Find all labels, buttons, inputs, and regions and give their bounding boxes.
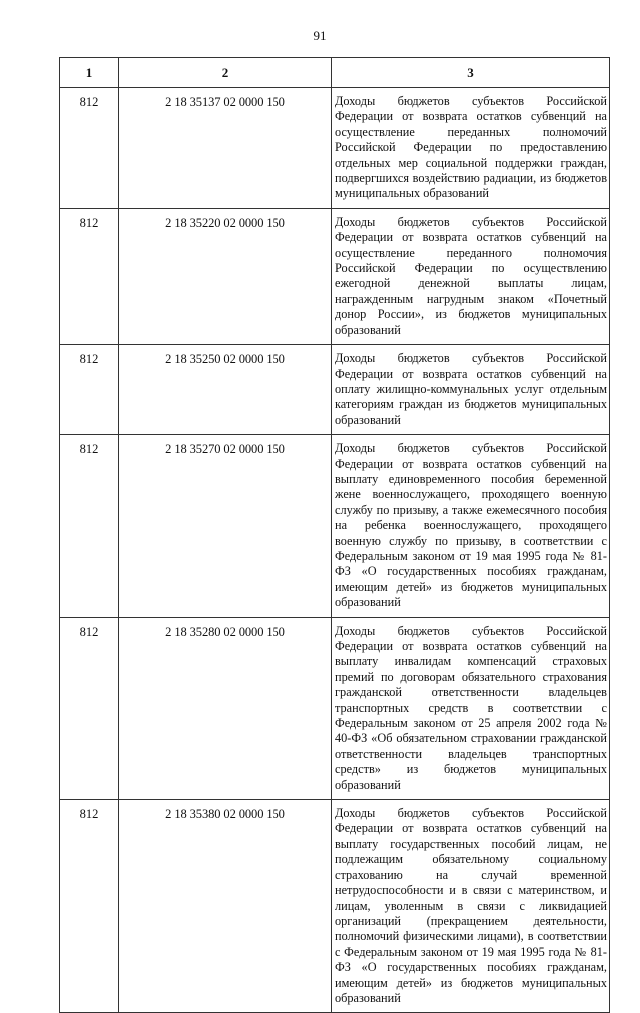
- admin-code-cell: 812: [60, 435, 119, 617]
- table-row: [60, 345, 610, 435]
- description-cell: Доходы бюджетов субъектов Российской Федерации от возврата остатков субвенций на выплату государственных пособий лицам, не подлежащим обязательному социальному страхованию на случай временной нетрудоспособности и в связи с материнством, и лицам, уволенным в связи с ликвидацией организаций (прекращением деятельности, полномочий физическими лицами), в соответствии с Федеральным законом от 19 мая 1995 года № 81-ФЗ «О государственных пособиях гражданам, имеющим детей» из бюджетов муниципальных образований: [332, 800, 610, 1013]
- header-col-3: 3: [332, 58, 610, 88]
- admin-code-cell: 812: [60, 208, 119, 344]
- table-header-row: [60, 58, 610, 88]
- page-number: 91: [313, 28, 327, 43]
- budget-code-cell: 2 18 35220 02 0000 150: [119, 208, 332, 344]
- header-col-1: 1: [60, 58, 119, 88]
- table-row: [60, 435, 610, 617]
- admin-code-cell: 812: [60, 88, 119, 209]
- description-cell: Доходы бюджетов субъектов Российской Федерации от возврата остатков субвенций на оплату жилищно-коммунальных услуг отдельным категориям граждан из бюджетов муниципальных образований: [332, 345, 610, 435]
- description-cell: Доходы бюджетов субъектов Российской Федерации от возврата остатков субвенций на выплату единовременного пособия беременной жене военнослужащего, проходящего военную службу по призыву, а также ежемесячного пособия на ребенка военнослужащего, проходящего военную службу по призыву, в соответствии с Федеральным законом от 19 мая 1995 года № 81-ФЗ «О государственных пособиях гражданам, имеющим детей» из бюджетов муниципальных образований: [332, 435, 610, 617]
- table-row: [60, 88, 610, 209]
- budget-code-cell: 2 18 35250 02 0000 150: [119, 345, 332, 435]
- admin-code-cell: 812: [60, 345, 119, 435]
- table-row: [60, 800, 610, 1013]
- budget-code-cell: 2 18 35270 02 0000 150: [119, 435, 332, 617]
- budget-code-cell: 2 18 35280 02 0000 150: [119, 617, 332, 799]
- header-col-2: 2: [119, 58, 332, 88]
- table-row: [60, 208, 610, 344]
- admin-code-cell: 812: [60, 617, 119, 799]
- description-cell: Доходы бюджетов субъектов Российской Федерации от возврата остатков субвенций на выплату инвалидам компенсаций страховых премий по договорам обязательного страхования гражданской ответственности владельцев транспортных средств в соответствии с Федеральным законом от 25 апреля 2002 года № 40-ФЗ «Об обязательном страховании гражданской ответственности владельцев транспортных средств» из бюджетов муниципальных образований: [332, 617, 610, 799]
- table-row: [60, 617, 610, 799]
- budget-code-cell: 2 18 35137 02 0000 150: [119, 88, 332, 209]
- admin-code-cell: 812: [60, 800, 119, 1013]
- revenue-codes-table: [59, 57, 610, 1013]
- budget-code-cell: 2 18 35380 02 0000 150: [119, 800, 332, 1013]
- description-cell: Доходы бюджетов субъектов Российской Федерации от возврата остатков субвенций на осуществление переданного полномочия Российской Федерации по осуществлению ежегодной денежной выплаты лицам, награжденным нагрудным знаком «Почетный донор России», из бюджетов муниципальных образований: [332, 208, 610, 344]
- description-cell: Доходы бюджетов субъектов Российской Федерации от возврата остатков субвенций на осуществление переданных полномочий Российской Федерации по предоставлению отдельных мер социальной поддержки граждан, подвергшихся воздействию радиации, из бюджетов муниципальных образований: [332, 88, 610, 209]
